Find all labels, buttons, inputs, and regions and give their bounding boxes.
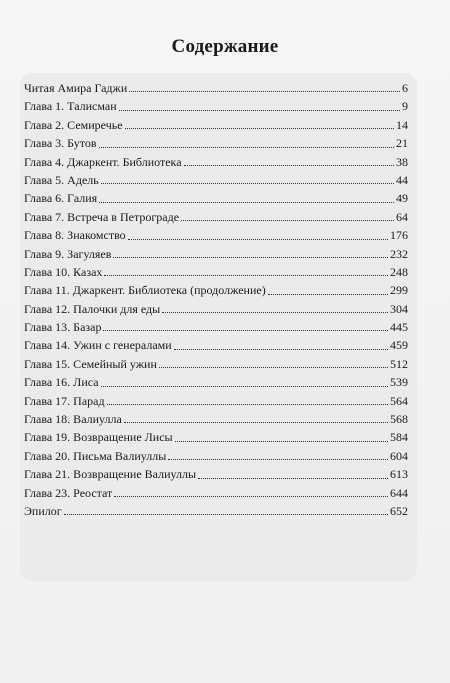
toc-entry-page: 49 xyxy=(396,191,408,206)
toc-entry xyxy=(24,208,408,226)
toc-entry-page: 652 xyxy=(390,503,408,518)
dot-leader xyxy=(129,90,400,92)
toc-entry-page: 21 xyxy=(396,136,408,151)
toc-entry xyxy=(24,410,408,428)
toc-entry-label: Глава 12. Палочки для еды xyxy=(24,301,161,316)
dot-leader xyxy=(175,440,388,442)
toc-entry xyxy=(24,447,408,465)
toc-entry xyxy=(24,373,408,391)
toc-entry-label: Глава 8. Знакомство xyxy=(24,228,126,243)
dot-leader xyxy=(181,219,394,221)
toc-entry-page: 512 xyxy=(390,356,408,371)
toc-entry-label: Глава 11. Джаркент. Библиотека (продолжение) xyxy=(24,283,266,298)
toc-entry xyxy=(24,134,408,152)
dot-leader xyxy=(64,513,388,515)
toc-entry-label: Глава 5. Адель xyxy=(24,172,99,187)
toc-entry xyxy=(24,263,408,281)
toc-entry-page: 9 xyxy=(402,99,408,114)
toc-entry-page: 539 xyxy=(390,375,408,390)
dot-leader xyxy=(198,477,388,479)
toc-entry xyxy=(24,318,408,336)
toc-entry-page: 176 xyxy=(390,228,408,243)
toc-entry-page: 613 xyxy=(390,467,408,482)
toc-entry xyxy=(24,465,408,483)
toc-entry-page: 604 xyxy=(390,448,408,463)
toc-entry xyxy=(24,428,408,446)
toc-entry-page: 644 xyxy=(390,485,408,500)
toc-entry-label: Глава 2. Семиречье xyxy=(24,117,123,132)
toc-entry-label: Глава 23. Реостат xyxy=(24,485,113,500)
toc-entry xyxy=(24,189,408,207)
toc-entry xyxy=(24,281,408,299)
toc-entry-page: 44 xyxy=(396,172,408,187)
dot-leader xyxy=(107,403,388,405)
toc-entry-page: 248 xyxy=(390,264,408,279)
toc-entry xyxy=(24,355,408,373)
toc-entry-label: Глава 3. Бутов xyxy=(24,136,97,151)
dot-leader xyxy=(159,366,388,368)
toc-entry-page: 38 xyxy=(396,154,408,169)
toc-entry xyxy=(24,245,408,263)
toc-entry xyxy=(24,171,408,189)
toc-entry-label: Глава 18. Валиулла xyxy=(24,412,122,427)
dot-leader xyxy=(124,421,388,423)
dot-leader xyxy=(99,201,394,203)
toc-entry-page: 568 xyxy=(390,412,408,427)
toc-entry-label: Глава 19. Возвращение Лисы xyxy=(24,430,173,445)
toc-entry xyxy=(24,226,408,244)
dot-leader xyxy=(101,385,388,387)
toc-entry xyxy=(24,97,408,115)
toc-entry xyxy=(24,392,408,410)
toc-entry-page: 64 xyxy=(396,209,408,224)
dot-leader xyxy=(162,311,388,313)
toc-entry xyxy=(24,153,408,171)
toc-entry-label: Читая Амира Гаджи xyxy=(24,81,128,95)
toc-entry-label: Эпилог xyxy=(24,503,62,518)
toc-entry-label: Глава 7. Встреча в Петрограде xyxy=(24,209,180,224)
toc-entry xyxy=(24,484,408,502)
dot-leader xyxy=(99,146,394,148)
toc-entry xyxy=(24,300,408,318)
toc-entry-page: 14 xyxy=(396,117,408,132)
toc-entry-label: Глава 20. Письма Валиуллы xyxy=(24,448,167,463)
dot-leader xyxy=(128,238,388,240)
toc-entry-label: Глава 21. Возвращение Валиуллы xyxy=(24,467,197,482)
toc-entry-label: Глава 1. Талисман xyxy=(24,99,117,114)
toc-entry-label: Глава 4. Джаркент. Библиотека xyxy=(24,154,182,169)
toc-entry xyxy=(24,79,408,97)
toc-entry-page: 232 xyxy=(390,246,408,261)
dot-leader xyxy=(103,329,388,331)
toc-entry-page: 564 xyxy=(390,393,408,408)
toc-entry-page: 304 xyxy=(390,301,408,316)
toc-entry-label: Глава 16. Лиса xyxy=(24,375,99,390)
toc-entry-label: Глава 14. Ужин с генералами xyxy=(24,338,172,353)
toc-entry-label: Глава 17. Парад xyxy=(24,393,105,408)
toc-entry-label: Глава 9. Загуляев xyxy=(24,246,112,261)
toc-entry-page: 459 xyxy=(390,338,408,353)
dot-leader xyxy=(168,458,388,460)
table-of-contents xyxy=(24,79,408,520)
toc-entry-page: 6 xyxy=(402,81,408,95)
dot-leader xyxy=(174,348,388,350)
toc-entry-label: Глава 6. Галия xyxy=(24,191,98,206)
toc-entry-label: Глава 13. Базар xyxy=(24,320,102,335)
page-title: Содержание xyxy=(171,36,279,57)
toc-entry-label: Глава 15. Семейный ужин xyxy=(24,356,157,371)
dot-leader xyxy=(101,182,394,184)
toc-entry xyxy=(24,502,408,520)
toc-entry-page: 445 xyxy=(390,320,408,335)
toc-entry xyxy=(24,336,408,354)
dot-leader xyxy=(114,495,388,497)
toc-entry xyxy=(24,116,408,134)
dot-leader xyxy=(125,127,394,129)
dot-leader xyxy=(119,109,400,111)
dot-leader xyxy=(184,164,394,166)
toc-entry-page: 584 xyxy=(390,430,408,445)
dot-leader xyxy=(104,274,388,276)
dot-leader xyxy=(113,256,388,258)
dot-leader xyxy=(268,293,388,295)
toc-entry-page: 299 xyxy=(390,283,408,298)
toc-entry-label: Глава 10. Казах xyxy=(24,264,103,279)
